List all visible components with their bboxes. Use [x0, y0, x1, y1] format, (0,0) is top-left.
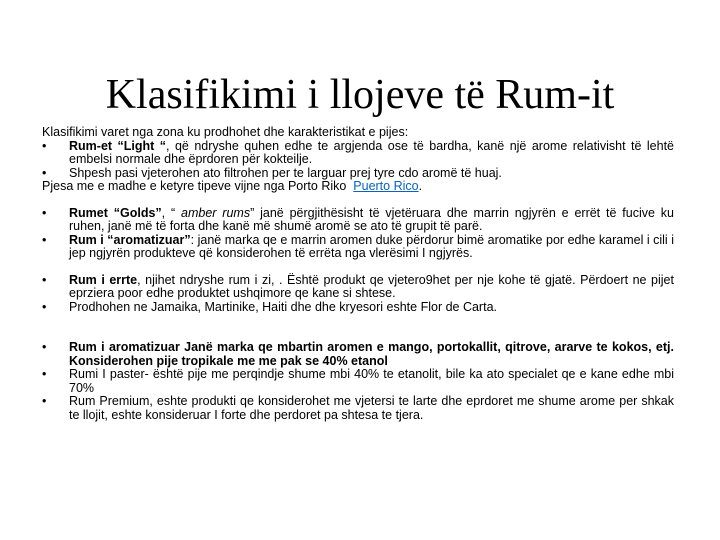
light-rum-term: Rum-et “Light “	[69, 138, 167, 153]
bullet-dark-rum	[42, 274, 674, 301]
tropical-rum-text: Rum i aromatizuar Janë marka qe mbartin aromen e mango, portokallit, qitrove, ararve te kokos, etj. Konsiderohen pije tropikale me me pak se 40% etanol	[69, 340, 674, 368]
bullet-marker: •	[42, 232, 47, 247]
intro-bullet-filtering	[42, 167, 674, 181]
intro-last-line	[42, 180, 674, 194]
section-dark-rum	[42, 274, 674, 315]
slide-title: Klasifikimi i llojeve të Rum-it	[105, 72, 615, 119]
bullet-gold-rum	[42, 207, 674, 234]
aromatized-rum-term: Rum i “aromatizuar”	[69, 232, 191, 247]
filtering-text: Shpesh pasi vjeterohen ato filtrohen per te larguar prej tyre cdo aromë të huaj.	[69, 165, 502, 180]
bullet-marker: •	[42, 138, 47, 153]
bullet-aromatized-tropical	[42, 341, 674, 368]
bullet-marker: •	[42, 165, 47, 180]
dark-rum-origin-text: Prodhohen ne Jamaika, Martinike, Haiti dhe dhe kryesori eshte Flor de Carta.	[69, 299, 497, 314]
gold-rum-desc: ” janë përgjithësisht të vjetëruara dhe marrin ngjyrën e errët të fucive ku ruhen, janë më të forta dhe kanë më shumë aromë se ato të grupit të parë.	[69, 205, 675, 233]
intro-block	[42, 126, 674, 194]
bullet-marker: •	[42, 299, 47, 314]
intro-bullet-light-rum	[42, 140, 674, 167]
dark-rum-term: Rum i errte	[69, 272, 138, 287]
bullet-marker: •	[42, 394, 47, 408]
intro-line: Klasifikimi varet nga zona ku prodhohet dhe karakteristikat e pijes:	[42, 125, 409, 139]
section-other-rums	[42, 341, 674, 422]
bullet-premium-rum	[42, 395, 674, 422]
section-gold-aromatized	[42, 207, 674, 261]
pure-rum-text: Rumi I paster- është pije me perqindje shume mbi 40% te etanolit, bile ka ato specialet qe e kane edhe mbi 70%	[69, 367, 674, 395]
puerto-rico-link[interactable]: Puerto Rico	[353, 179, 419, 193]
dark-rum-desc: , njihet ndryshe rum i zi, . Është produkt qe vjetero9het per nje kohe të gjatë. Përdoert ne pijet eprziera poor edhe produktet ushqimore qe kane si shtese.	[69, 272, 674, 300]
bullet-marker: •	[42, 367, 47, 381]
bullet-marker: •	[42, 272, 47, 287]
aromatized-rum-desc: : janë marka qe e marrin aromen duke përdorur bimë aromatike por edhe karamel i cili i jep ngjyrën produkteve që konsiderohen të errëta nga vlerësimi I ngjyrës.	[69, 232, 674, 260]
light-rum-desc: , që ndryshe quhen edhe te argjenda ose të bardha, kanë një arome relativisht të lehtë embelsi normale dhe ëprdoren për kokteilje.	[69, 138, 674, 166]
bullet-marker: •	[42, 205, 47, 220]
slide-body	[42, 126, 674, 422]
bullet-pure-rum	[42, 368, 674, 395]
amber-rums-term: amber rums	[175, 205, 251, 220]
gold-rum-sep: , “	[161, 205, 176, 220]
bullet-marker: •	[42, 340, 47, 354]
origin-end: .	[418, 179, 423, 193]
bullet-dark-rum-origin	[42, 301, 674, 315]
origin-text: Pjesa me e madhe e ketyre tipeve vijne nga Porto Riko	[42, 179, 347, 193]
bullet-aromatized-rum	[42, 234, 674, 261]
premium-rum-text: Rum Premium, eshte produkti qe konsiderohet me vjetersi te larte dhe eprdoret me shume arome per shkak te llojit, eshte konsideruar I forte dhe perdoret pa shtesa te tjera.	[69, 394, 674, 422]
gold-rum-term: Rumet “Golds”	[69, 205, 162, 220]
